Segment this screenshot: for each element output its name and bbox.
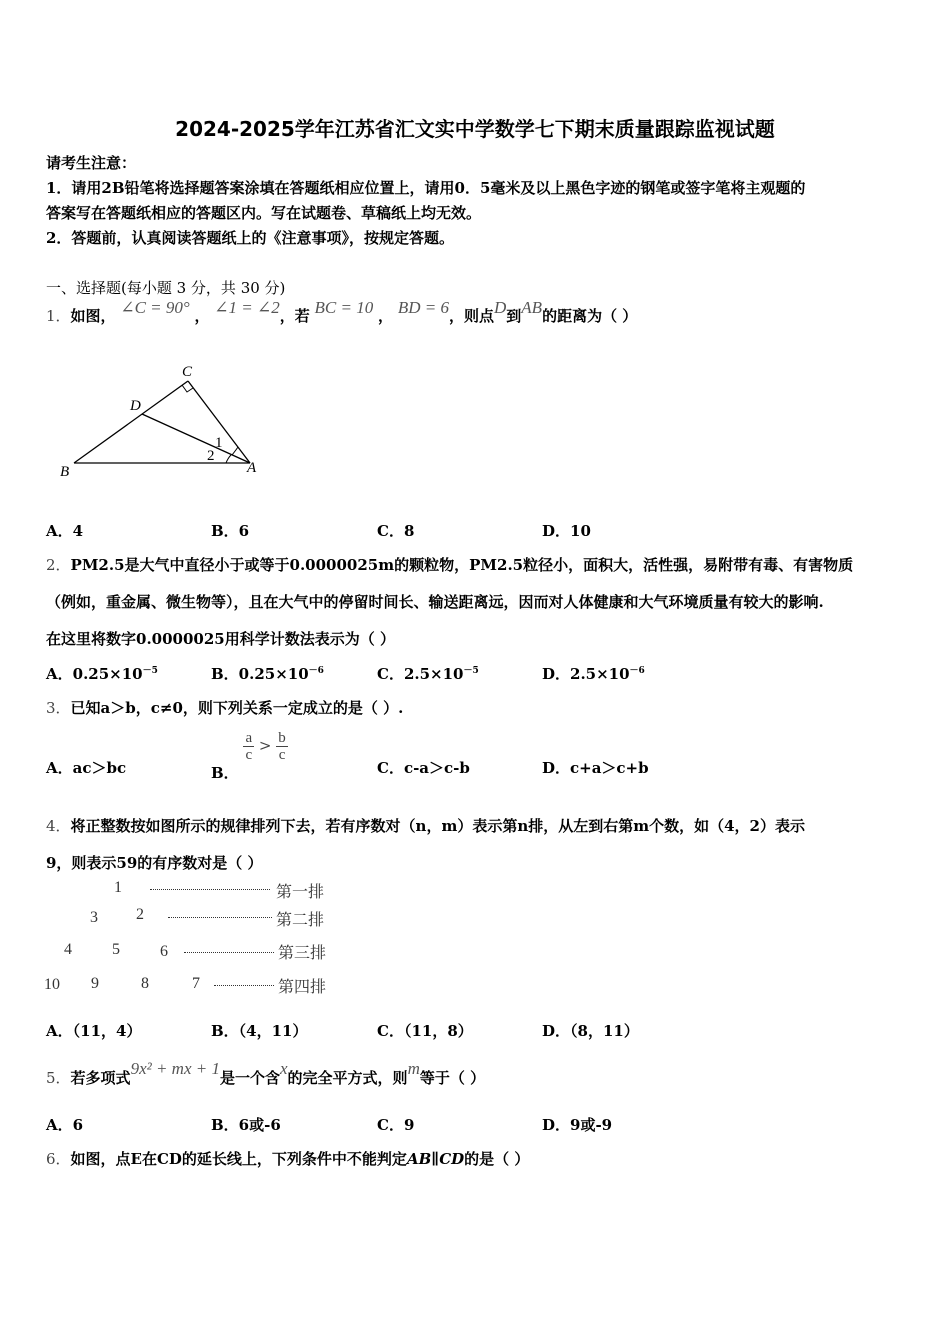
q2-option-a-base: A．0.25×10 <box>46 665 143 683</box>
q5-text-d: 等于（ ） <box>419 1069 486 1087</box>
notice-line-1: 1．请用2B铅笔将选择题答案涂填在答题纸相应位置上，请用0．5毫米及以上黑色字迹的钢笔或签字笔将主观题的 <box>46 179 806 197</box>
q1-text-b: ，若 <box>279 307 310 325</box>
q2-option-a[interactable] <box>46 663 158 684</box>
q1-math-ab: AB <box>521 298 543 317</box>
q5-text-a: 若多项式 <box>70 1069 131 1087</box>
q3-text: 已知a＞b，c≠0，则下列关系一定成立的是（ ）. <box>70 699 404 717</box>
row1-dotted-leader <box>150 880 270 890</box>
section-heading: 一、选择题(每小题 3 分，共 30 分) <box>46 279 286 297</box>
q2-option-d[interactable] <box>542 663 645 684</box>
q4-line-2: 9，则表示59的有序数对是（ ） <box>46 854 263 872</box>
angle-arc-2 <box>226 455 231 463</box>
q3-number: 3． <box>46 699 71 717</box>
number-triangle-figure <box>44 876 334 998</box>
fig-row1-label: 第一排 <box>276 884 325 901</box>
fig-row4-num2: 9 <box>91 975 99 992</box>
question-6 <box>46 1148 529 1169</box>
q4-line-1 <box>46 815 805 836</box>
q2-option-d-exp: －6 <box>629 666 645 676</box>
q4-text-1: 将正整数按如图所示的规律排列下去，若有序数对（n，m）表示第n排，从左到右第m个数，如（4，2）表示 <box>70 817 805 835</box>
q5-text-b: 是一个含 <box>219 1069 280 1087</box>
q3-line <box>46 697 403 718</box>
fig-row3-num2: 5 <box>112 941 120 958</box>
q1-math-bd: BD = 6 <box>397 298 449 317</box>
q3-fraction-a-over-c <box>243 730 254 763</box>
q1-math-bc: BC = 10 <box>314 298 374 317</box>
q3-frac1-den: c <box>245 747 253 763</box>
segment-da <box>142 414 250 463</box>
q2-option-a-exp: －5 <box>142 666 158 676</box>
q6-text-a: 如图，点E在CD的延长线上，下列条件中不能判定 <box>70 1150 407 1168</box>
q2-line-1 <box>46 554 853 575</box>
fig-row1-num1: 1 <box>114 879 122 896</box>
row4-dotted-leader <box>214 976 274 986</box>
q3-option-a[interactable]: A．ac＞bc <box>46 759 127 777</box>
q1-option-b[interactable]: B．6 <box>211 522 250 540</box>
q2-option-c[interactable] <box>377 663 479 684</box>
question-1 <box>46 298 638 326</box>
q6-number: 6． <box>46 1150 71 1168</box>
q2-option-c-base: C．2.5×10 <box>377 665 464 683</box>
fig-row2-num2: 2 <box>136 906 144 923</box>
q2-option-b-exp: －6 <box>308 666 324 676</box>
q1-math-angles: ∠1 = ∠2 <box>214 298 280 317</box>
q1-option-d[interactable]: D．10 <box>542 522 591 540</box>
q5-math-poly: 9x² + mx + 1 <box>130 1059 220 1078</box>
question-5 <box>46 1059 486 1088</box>
q5-text-c: 的完全平方式，则 <box>287 1069 408 1087</box>
label-a: A <box>247 460 257 476</box>
fig-row3-num3: 6 <box>160 943 168 960</box>
q5-option-d[interactable]: D．9或-9 <box>542 1116 613 1134</box>
q2-number: 2． <box>46 556 71 574</box>
q2-option-d-base: D．2.5×10 <box>542 665 630 683</box>
q2-option-b[interactable] <box>211 663 324 684</box>
q3-option-b[interactable] <box>211 730 288 782</box>
q3-option-c[interactable]: C．c-a＞c-b <box>377 759 470 777</box>
fig-row3-label: 第三排 <box>278 945 327 962</box>
q1-sep-2: ， <box>378 307 394 325</box>
row3-dotted-leader <box>184 943 274 953</box>
q1-number: 1． <box>46 307 71 325</box>
q4-option-c[interactable]: C．（11，8） <box>377 1022 473 1040</box>
row2-dotted-leader <box>168 908 272 918</box>
q2-line-3: 在这里将数字0.0000025用科学计数法表示为（ ） <box>46 630 395 648</box>
label-angle-2: 2 <box>207 448 215 464</box>
q2-text-1: PM2.5是大气中直径小于或等于0.0000025m的颗粒物，PM2.5粒径小，面积大，活性强，易附带有毒、有害物质 <box>70 556 854 574</box>
page-title: 2024-2025学年江苏省汇文实中学数学七下期末质量跟踪监视试题 <box>175 117 775 141</box>
q2-option-c-exp: －5 <box>463 666 479 676</box>
q5-number: 5． <box>46 1069 71 1087</box>
q5-option-c[interactable]: C．9 <box>377 1116 415 1134</box>
q3-fraction-b-over-c <box>276 730 288 763</box>
q1-text-c: ，则点 <box>448 307 494 325</box>
notice-line-2: 2．答题前，认真阅读答题纸上的《注意事项》，按规定答题。 <box>46 229 454 247</box>
q3-gt-sign: > <box>258 736 272 755</box>
q3-option-d[interactable]: D．c+a＞c+b <box>542 759 649 777</box>
fig-row4-num3: 8 <box>141 975 149 992</box>
q4-number: 4． <box>46 817 71 835</box>
q4-option-d[interactable]: D．（8，11） <box>542 1022 639 1040</box>
fig-row2-num1: 3 <box>90 909 98 926</box>
fig-row4-num4: 7 <box>192 975 200 992</box>
label-c: C <box>182 364 193 380</box>
q2-option-b-base: B．0.25×10 <box>211 665 309 683</box>
notice-heading: 请考生注意： <box>46 154 137 172</box>
q1-option-a[interactable]: A．4 <box>46 522 84 540</box>
q4-option-b[interactable]: B．（4，11） <box>211 1022 308 1040</box>
q1-text-e: 的距离为（ ） <box>542 307 638 325</box>
q4-option-a[interactable]: A．（11，4） <box>46 1022 142 1040</box>
q3-frac2-den: c <box>278 747 286 763</box>
fig-row4-num1: 10 <box>44 976 60 993</box>
triangle-figure <box>50 358 280 483</box>
q3-frac1-num: a <box>245 730 253 746</box>
q5-math-m: m <box>407 1059 420 1078</box>
q2-line-2: （例如，重金属、微生物等），且在大气中的停留时间长、输送距离远，因而对人体健康和大气环境质量有较大的影响. <box>46 593 824 611</box>
notice-line-1b: 答案写在答题纸相应的答题区内。写在试题卷、草稿纸上均无效。 <box>46 204 482 222</box>
fig-row2-label: 第二排 <box>276 912 325 929</box>
q6-text-b: 的是（ ） <box>464 1150 530 1168</box>
q5-option-b[interactable]: B．6或-6 <box>211 1116 281 1134</box>
q1-sep-1: ， <box>194 307 210 325</box>
fig-row3-num1: 4 <box>64 941 72 958</box>
label-angle-1: 1 <box>215 435 223 451</box>
angle-arc-1 <box>232 447 238 455</box>
fig-row4-label: 第四排 <box>278 979 327 996</box>
q6-math-ab-cd: AB∥CD <box>406 1150 465 1168</box>
q1-text-d: 到 <box>506 307 522 325</box>
q3-frac2-num: b <box>278 730 286 746</box>
label-b: B <box>60 464 70 480</box>
q1-math-angle-c: ∠C = 90° <box>120 298 190 317</box>
q5-math-x: x <box>280 1059 288 1078</box>
label-d: D <box>130 398 141 414</box>
q1-text-a: 如图， <box>70 307 116 325</box>
q5-option-a[interactable]: A．6 <box>46 1116 84 1134</box>
q1-option-c[interactable]: C．8 <box>377 522 415 540</box>
q1-math-d: D <box>493 298 507 317</box>
segment-bc <box>74 381 188 463</box>
q3-option-b-label: B． <box>211 763 239 782</box>
